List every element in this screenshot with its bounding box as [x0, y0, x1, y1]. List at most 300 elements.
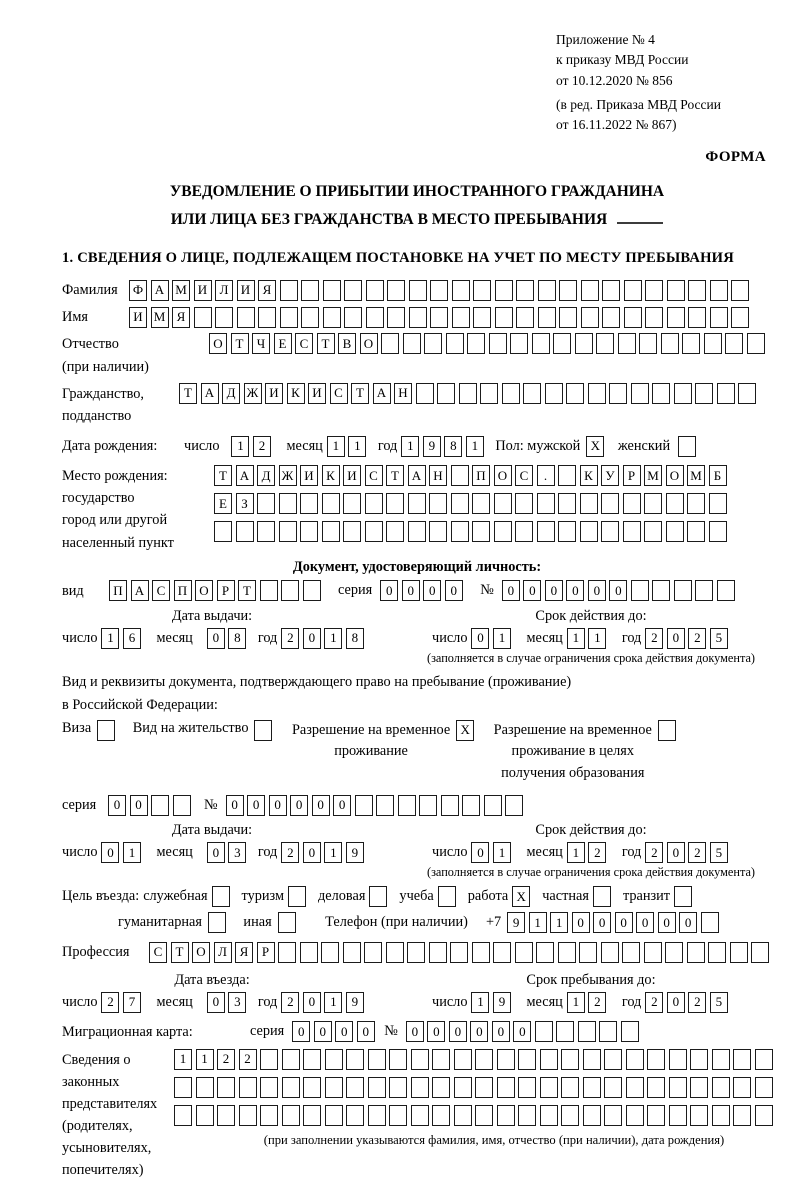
purpose-other-checkbox: [278, 912, 296, 933]
char-cell: [214, 521, 232, 542]
char-cell: 2: [645, 992, 663, 1013]
char-cell: [419, 795, 437, 816]
page-title-line2-wrap: [62, 206, 772, 234]
purpose-tourism-checkbox: [288, 886, 306, 907]
char-cell: [387, 307, 405, 328]
char-cell: [712, 1077, 730, 1098]
purpose-other-label: иная: [243, 914, 272, 931]
char-cell: [325, 1049, 343, 1070]
char-cell: [452, 307, 470, 328]
doc-expiry-month-cells: [567, 628, 610, 649]
doc-expiry-year-cells: [645, 628, 731, 649]
char-cell: 1: [324, 992, 342, 1013]
char-cell: [386, 521, 404, 542]
char-cell: [709, 521, 727, 542]
char-cell: 0: [566, 580, 584, 601]
legal-reps-cells-row2: [174, 1077, 776, 1098]
char-cell: Ж: [244, 383, 262, 404]
char-cell: [475, 1105, 493, 1126]
char-cell: 1: [327, 436, 345, 457]
char-cell: [279, 493, 297, 514]
first-name-cells: [129, 307, 753, 328]
temp-residence-label: [292, 720, 450, 763]
char-cell: [601, 521, 619, 542]
char-cell: [387, 280, 405, 301]
purpose-humanitarian-checkbox: [208, 912, 226, 933]
female-checkbox: [678, 436, 696, 457]
char-cell: [408, 521, 426, 542]
identity-doc-dates: [62, 608, 772, 666]
char-cell: 1: [567, 842, 585, 863]
char-cell: О: [192, 942, 210, 963]
char-cell: Н: [429, 465, 447, 486]
stay-doc-dates: [62, 822, 772, 880]
char-cell: [516, 280, 534, 301]
char-cell: [303, 1077, 321, 1098]
char-cell: [257, 493, 275, 514]
char-cell: [366, 307, 384, 328]
char-cell: 0: [269, 795, 287, 816]
month-label: месяц: [526, 629, 563, 646]
stay-doc-intro2: в Российской Федерации:: [62, 696, 218, 713]
char-cell: 0: [545, 580, 563, 601]
char-cell: 0: [335, 1021, 353, 1042]
char-cell: [674, 383, 692, 404]
char-cell: Ф: [129, 280, 147, 301]
char-cell: 2: [217, 1049, 235, 1070]
char-cell: [652, 580, 670, 601]
char-cell: [518, 1077, 536, 1098]
visit-purpose-row2: [62, 912, 772, 933]
char-cell: [556, 1021, 574, 1042]
legal-reps-label: [62, 1049, 170, 1182]
legal-reps-label-line: попечителях): [62, 1162, 144, 1179]
char-cell: [432, 1049, 450, 1070]
series-label: серия: [250, 1023, 285, 1040]
year-label: год: [621, 629, 642, 646]
char-cell: 0: [406, 1021, 424, 1042]
doc-issue-heading: Дата выдачи:: [171, 607, 253, 624]
char-cell: [581, 280, 599, 301]
char-cell: [451, 465, 469, 486]
birth-place-row: [62, 465, 772, 554]
char-cell: [502, 383, 520, 404]
purpose-business-label: деловая: [318, 888, 366, 905]
char-cell: 1: [123, 842, 141, 863]
char-cell: 1: [196, 1049, 214, 1070]
entry-date-heading: Дата въезда:: [174, 971, 250, 988]
char-cell: [398, 795, 416, 816]
stay-expiry-col: [410, 822, 772, 880]
char-cell: 0: [667, 628, 685, 649]
char-cell: [604, 1105, 622, 1126]
day-label: число: [62, 629, 98, 646]
char-cell: [407, 942, 425, 963]
char-cell: [626, 1077, 644, 1098]
legal-reps-label-line: законных: [62, 1073, 120, 1090]
entry-month-cells: [207, 992, 250, 1013]
char-cell: [497, 1077, 515, 1098]
stay-expiry-heading: Срок действия до:: [535, 822, 647, 839]
char-cell: А: [151, 280, 169, 301]
char-cell: 0: [303, 992, 321, 1013]
entry-year-cells: [281, 992, 367, 1013]
char-cell: [454, 1105, 472, 1126]
char-cell: [282, 1077, 300, 1098]
char-cell: [583, 1049, 601, 1070]
char-cell: [386, 493, 404, 514]
char-cell: [237, 307, 255, 328]
char-cell: Д: [257, 465, 275, 486]
migration-card-row: [62, 1021, 772, 1043]
appendix-note-line: от 16.11.2022 № 867): [556, 117, 677, 132]
doc-expiry-day-cells: [471, 628, 514, 649]
temp-residence-edu-checkbox: [658, 720, 676, 741]
char-cell: 6: [123, 628, 141, 649]
char-cell: [652, 383, 670, 404]
char-cell: [583, 1077, 601, 1098]
day-label: число: [62, 844, 98, 861]
char-cell: 0: [226, 795, 244, 816]
char-cell: [497, 1105, 515, 1126]
entry-dateline: [62, 992, 410, 1013]
birth-place-label-line: государство: [62, 490, 135, 507]
char-cell: [604, 1077, 622, 1098]
appendix-note-line: Приложение № 4: [556, 32, 655, 47]
char-cell: [196, 1105, 214, 1126]
char-cell: [631, 580, 649, 601]
char-cell: 1: [231, 436, 249, 457]
char-cell: [561, 1077, 579, 1098]
birth-place-label-line: город или другой: [62, 512, 168, 529]
char-cell: [709, 493, 727, 514]
char-cell: [322, 493, 340, 514]
char-cell: О: [195, 580, 213, 601]
male-checkbox: X: [586, 436, 604, 457]
patronymic-row: [62, 333, 772, 377]
char-cell: [717, 580, 735, 601]
birth-place-cells-row3: [214, 521, 730, 542]
purpose-private-label: частная: [542, 888, 589, 905]
stay-issue-month-cells: [207, 842, 250, 863]
char-cell: [687, 521, 705, 542]
char-cell: 2: [688, 992, 706, 1013]
char-cell: [323, 307, 341, 328]
char-cell: [751, 942, 769, 963]
char-cell: [561, 1105, 579, 1126]
legal-reps-cells-row1: [174, 1049, 776, 1070]
char-cell: 0: [513, 1021, 531, 1042]
identity-doc-kind-row: [62, 580, 772, 602]
char-cell: [710, 280, 728, 301]
char-cell: [523, 383, 541, 404]
stay-issue-day-cells: [101, 842, 144, 863]
char-cell: Т: [231, 333, 249, 354]
char-cell: 1: [493, 842, 511, 863]
char-cell: [323, 280, 341, 301]
char-cell: М: [687, 465, 705, 486]
char-cell: 0: [130, 795, 148, 816]
appendix-note-line: от 10.12.2020 № 856: [556, 72, 673, 88]
stay-until-dateline: [432, 992, 772, 1013]
char-cell: [733, 1049, 751, 1070]
month-label: месяц: [156, 844, 193, 861]
char-cell: П: [109, 580, 127, 601]
char-cell: 1: [324, 628, 342, 649]
purpose-tourism-label: туризм: [241, 888, 285, 905]
char-cell: [480, 383, 498, 404]
char-cell: 2: [688, 842, 706, 863]
day-label: число: [432, 993, 468, 1010]
visa-label: Виза: [62, 719, 92, 736]
char-cell: 0: [572, 912, 590, 933]
char-cell: Д: [222, 383, 240, 404]
char-cell: [437, 383, 455, 404]
char-cell: [516, 307, 534, 328]
char-cell: А: [201, 383, 219, 404]
char-cell: Т: [179, 383, 197, 404]
month-label: месяц: [526, 844, 563, 861]
char-cell: Я: [235, 942, 253, 963]
char-cell: [580, 493, 598, 514]
char-cell: [441, 795, 459, 816]
char-cell: И: [194, 280, 212, 301]
char-cell: 2: [588, 992, 606, 1013]
char-cell: [609, 383, 627, 404]
char-cell: [682, 333, 700, 354]
char-cell: [346, 1077, 364, 1098]
char-cell: [489, 333, 507, 354]
char-cell: [416, 383, 434, 404]
char-cell: [731, 280, 749, 301]
char-cell: [344, 307, 362, 328]
first-name-label: Имя: [62, 309, 88, 326]
char-cell: [515, 521, 533, 542]
char-cell: [429, 521, 447, 542]
char-cell: 1: [493, 628, 511, 649]
char-cell: [644, 493, 662, 514]
temp-residence-label-line1: Разрешение на временное: [291, 721, 451, 738]
char-cell: 1: [567, 992, 585, 1013]
char-cell: 3: [228, 992, 246, 1013]
char-cell: 9: [507, 912, 525, 933]
char-cell: [669, 1049, 687, 1070]
birth-date-label: Дата рождения:: [62, 437, 158, 454]
char-cell: К: [322, 465, 340, 486]
char-cell: [618, 333, 636, 354]
char-cell: [368, 1105, 386, 1126]
char-cell: [688, 280, 706, 301]
char-cell: [494, 521, 512, 542]
female-label: женский: [617, 437, 671, 454]
doc-issue-col: [62, 608, 410, 666]
char-cell: 0: [108, 795, 126, 816]
char-cell: Т: [214, 465, 232, 486]
page-title: [62, 178, 772, 234]
char-cell: [343, 521, 361, 542]
char-cell: [446, 333, 464, 354]
year-label: год: [377, 437, 398, 454]
doc-issue-day-cells: [101, 628, 144, 649]
char-cell: [537, 521, 555, 542]
char-cell: [704, 333, 722, 354]
char-cell: И: [308, 383, 326, 404]
stay-series-cells: [108, 795, 194, 816]
char-cell: 1: [324, 842, 342, 863]
year-label: год: [621, 993, 642, 1010]
doc-expiry-dateline: [432, 628, 772, 649]
char-cell: 8: [444, 436, 462, 457]
section1-heading: 1. СВЕДЕНИЯ О ЛИЦЕ, ПОДЛЕЖАЩЕМ ПОСТАНОВКЕ НА УЧЕТ ПО МЕСТУ ПРЕБЫВАНИЯ: [62, 250, 734, 267]
profession-row: [62, 941, 772, 963]
char-cell: [411, 1077, 429, 1098]
temp-residence-label-line2: проживание: [334, 743, 408, 760]
char-cell: 5: [710, 842, 728, 863]
char-cell: [459, 383, 477, 404]
char-cell: 2: [281, 628, 299, 649]
number-label: №: [204, 796, 218, 813]
char-cell: [747, 333, 765, 354]
year-label: год: [257, 844, 278, 861]
char-cell: [540, 1105, 558, 1126]
char-cell: 1: [567, 628, 585, 649]
char-cell: [475, 1077, 493, 1098]
sex-label: Пол: мужской: [495, 437, 581, 454]
char-cell: [365, 521, 383, 542]
char-cell: [515, 942, 533, 963]
char-cell: [260, 1105, 278, 1126]
char-cell: [325, 1105, 343, 1126]
char-cell: [730, 942, 748, 963]
visit-purpose-label: Цель въезда:: [62, 888, 140, 905]
char-cell: [450, 942, 468, 963]
number-label: №: [384, 1023, 398, 1040]
stay-until-year-cells: [645, 992, 731, 1013]
char-cell: 0: [667, 842, 685, 863]
char-cell: [239, 1105, 257, 1126]
char-cell: [278, 942, 296, 963]
char-cell: [755, 1049, 773, 1070]
doc-issue-month-cells: [207, 628, 250, 649]
char-cell: [389, 1077, 407, 1098]
char-cell: [644, 942, 662, 963]
doc-number-cells: [502, 580, 739, 601]
char-cell: [303, 580, 321, 601]
citizenship-label-line1: Гражданство,: [62, 385, 144, 402]
char-cell: .: [537, 465, 555, 486]
stay-number-cells: [226, 795, 527, 816]
char-cell: [690, 1105, 708, 1126]
stay-expiry-note: (заполняется в случае ограничения срока действия документа): [426, 865, 756, 880]
char-cell: 0: [292, 1021, 310, 1042]
char-cell: [708, 942, 726, 963]
char-cell: С: [330, 383, 348, 404]
char-cell: [424, 333, 442, 354]
char-cell: [540, 1049, 558, 1070]
char-cell: [282, 1105, 300, 1126]
char-cell: 9: [346, 842, 364, 863]
char-cell: [281, 580, 299, 601]
char-cell: [710, 307, 728, 328]
char-cell: [690, 1077, 708, 1098]
char-cell: [667, 307, 685, 328]
char-cell: К: [287, 383, 305, 404]
birth-place-cells-row1: [214, 465, 730, 486]
char-cell: [666, 521, 684, 542]
char-cell: [467, 333, 485, 354]
birth-place-cells-row2: [214, 493, 730, 514]
appendix-note-line: (в ред. Приказа МВД России: [556, 96, 721, 112]
char-cell: О: [666, 465, 684, 486]
char-cell: О: [360, 333, 378, 354]
char-cell: Р: [217, 580, 235, 601]
char-cell: [344, 280, 362, 301]
char-cell: 0: [445, 580, 463, 601]
char-cell: [518, 1049, 536, 1070]
char-cell: [583, 1105, 601, 1126]
char-cell: [515, 493, 533, 514]
char-cell: [462, 795, 480, 816]
char-cell: [346, 1105, 364, 1126]
char-cell: [647, 1077, 665, 1098]
char-cell: [300, 493, 318, 514]
migration-card-label: Миграционная карта:: [62, 1023, 193, 1040]
char-cell: [538, 280, 556, 301]
doc-series-cells: [380, 580, 466, 601]
char-cell: [717, 383, 735, 404]
migration-series-cells: [292, 1021, 378, 1042]
char-cell: [430, 280, 448, 301]
char-cell: [712, 1049, 730, 1070]
char-cell: [196, 1077, 214, 1098]
patronymic-label-line2: (при наличии): [62, 358, 149, 375]
char-cell: 0: [615, 912, 633, 933]
title-underline: [617, 210, 663, 224]
char-cell: [602, 280, 620, 301]
char-cell: М: [644, 465, 662, 486]
char-cell: [174, 1105, 192, 1126]
char-cell: И: [265, 383, 283, 404]
char-cell: [623, 521, 641, 542]
char-cell: [588, 383, 606, 404]
birth-place-cells: [214, 465, 730, 549]
char-cell: [561, 1049, 579, 1070]
char-cell: А: [373, 383, 391, 404]
char-cell: [578, 1021, 596, 1042]
char-cell: 2: [588, 842, 606, 863]
char-cell: 0: [449, 1021, 467, 1042]
char-cell: [667, 280, 685, 301]
purpose-work-checkbox: X: [512, 886, 530, 907]
char-cell: 3: [228, 842, 246, 863]
char-cell: 0: [101, 842, 119, 863]
char-cell: [409, 307, 427, 328]
char-cell: [733, 1105, 751, 1126]
birth-place-label: [62, 465, 214, 554]
legal-reps-label-line: (родителях,: [62, 1118, 133, 1135]
char-cell: [260, 1077, 278, 1098]
char-cell: [365, 493, 383, 514]
char-cell: И: [300, 465, 318, 486]
char-cell: [495, 280, 513, 301]
legal-reps-cells-row3: [174, 1105, 776, 1126]
char-cell: И: [237, 280, 255, 301]
char-cell: 0: [357, 1021, 375, 1042]
char-cell: [217, 1105, 235, 1126]
stay-issue-dateline: [62, 842, 410, 863]
char-cell: Р: [257, 942, 275, 963]
char-cell: Т: [386, 465, 404, 486]
